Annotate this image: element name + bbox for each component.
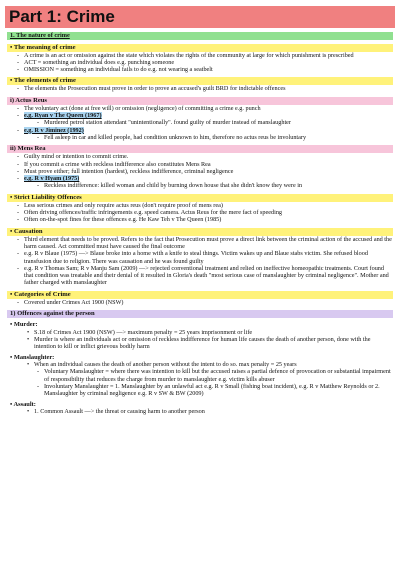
list-item: - Voluntary Manslaughter = where there was intention to kill but the accused raises a partial defence of provocation or substantial impairment of responsibility that reduces the charge from murder to manslaughter e.g. victim kills abuser [35,368,393,383]
list-item: - Involuntary Manslaughter = 1. Manslaughter by an unlawful act e.g. R v Small (fishing boat incident), e.g. R v Matthew Reynolds or 2. Manslaughter by criminal negligence e.g. R v SW & BW (2009) [35,383,393,398]
list-item: - Murdered petrol station attendant "unintentionally". found guilty of murder instead of manslaughter [35,119,393,126]
list-item: • Murder is where an individuals act or omission of reckless indifference for human life causes the death of another person, done with the intention to kill or inflict grievous bodily harm [25,336,393,351]
list-item: - Reckless indifference: killed woman and child by burning down house that she didn't know they were in [35,182,393,189]
heading-elements: • The elements of crime [7,77,393,85]
list-item: - e.g. R v Thomas Sam; R v Manju Sam (2009) —> rejected conventional treatment and relied on ineffective homeopathic treatments. Court found that condition was treatable and their denial of it resulted in Gloria's death "most serious case of manslaughter by criminal negligence". Mother and father charged with manslaughter [15,265,393,287]
heading-actus-reus: i) Actus Reus [7,97,393,105]
document-page [0,6,400,571]
list-item: - ACT = something an individual does e.g. punching someone [15,59,393,66]
heading-murder: • Murder: [10,321,38,329]
list-item: - Often driving offences/traffic infringements e.g. speed camera. Actus Reus for the mere fact of speeding [15,209,393,216]
heading-mens-rea: ii) Mens Rea [7,145,393,153]
heading-strict-liability: • Strict Liability Offences [7,194,393,202]
heading-categories: • Categories of Crime [7,291,393,299]
list-item: • S.18 of Crimes Act 1900 (NSW) —> maximum penalty = 25 years imprisonment or life [25,329,393,336]
list-item: - The elements the Prosecution must prove in order to prove an accused's guilt BRD for indictable offences [15,85,393,92]
list-item: - If you commit a crime with reckless indifference also constitutes Mens Rea [15,161,393,168]
list-item: - Less serious crimes and only require actus reus (don't require proof of mens rea) [15,202,393,209]
heading-offences-person: 1) Offences against the person [7,310,393,318]
list-item: - Covered under Crimes Act 1900 (NSW) [15,299,393,306]
list-item: • When an individual causes the death of another person without the intent to do so. max penalty = 25 years [25,361,393,368]
heading-meaning: • The meaning of crime [7,44,393,52]
case-citation: e.g. R v Hyam (1975) [24,175,80,183]
page-title: Part 1: Crime [5,6,395,28]
list-item: - A crime is an act or omission against the state which violates the rights of the community at large for which punishment is prescribed [15,52,393,59]
list-item: • 1. Common Assault —> the threat or causing harm to another person [25,408,393,415]
list-item: - Third element that needs to be proved. Refers to the fact that Prosecution must prove a direct link between the criminal action of the accused and the harm caused. Act committed must have caused the final outcome [15,236,393,251]
heading-manslaughter: • Manslaughter: [10,353,55,361]
case-citation: e.g. Ryan v The Queen (1967) [24,112,102,120]
section-heading-nature: 1. The nature of crime [7,32,393,40]
list-meaning [7,52,393,74]
case-citation: e.g. R v Jiminez (1992) [24,126,84,134]
list-item: - OMISSION = something an individual fails to do e.g. not wearing a seatbelt [15,66,393,73]
list-item: - Must prove either; full intention (hardest), reckless indifference, criminal negligence [15,168,393,175]
list-item: - Fell asleep in car and killed people, had condition unknown to him, therefore no actus reus be involuntary [35,134,393,141]
list-item: - e.g. R v Blaue (1975) —> Blaue broke into a home with a knife to steal things. Victim wakes up and Blaue stabs victim. She refused blood transfusion due to religion. There was causation and he was found guilty [15,250,393,265]
heading-causation: • Causation [7,228,393,236]
list-item: - The voluntary act (done at free will) or omission (negligence) of committing a crime e.g. punch [15,105,393,112]
list-item: - Often on-the-spot fines for these offences e.g. He Kaw Teh v The Queen (1985) [15,216,393,223]
heading-assault: • Assault: [10,400,36,408]
list-item: - Guilty mind or intention to commit crime. [15,153,393,160]
